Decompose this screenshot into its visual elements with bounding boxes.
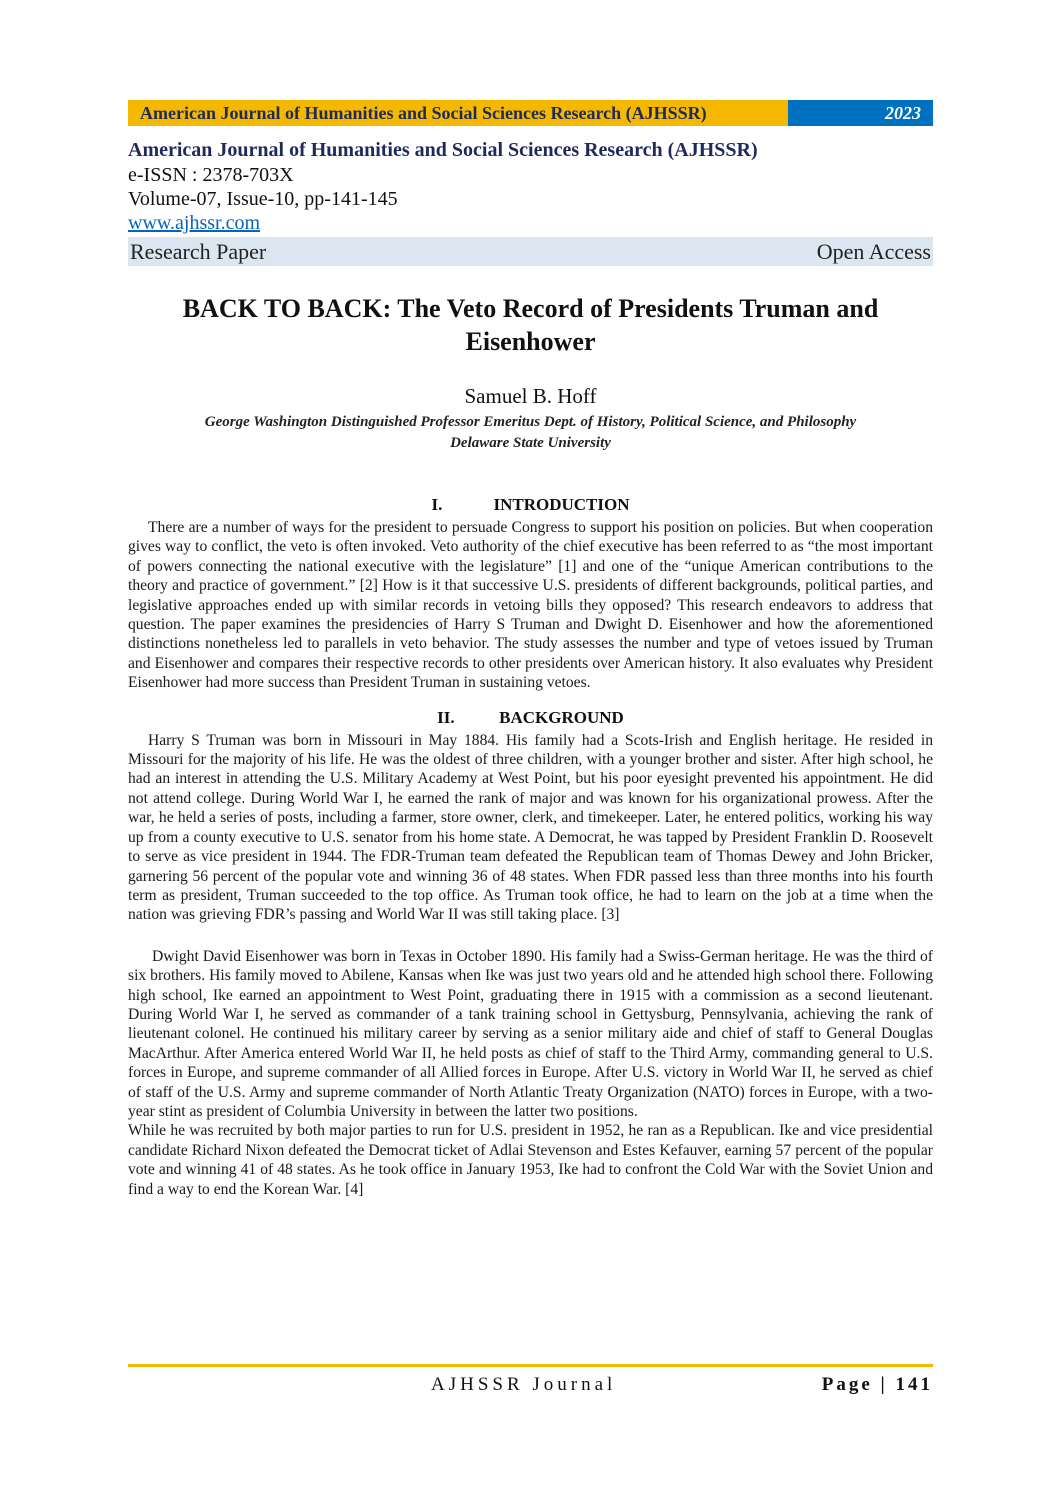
footer-journal: AJHSSR Journal [431,1374,617,1395]
volume-info: Volume-07, Issue-10, pp-141-145 [128,188,398,210]
section-number: I. [431,495,443,514]
running-header-journal: American Journal of Humanities and Social Sciences Research (AJHSSR) [128,100,788,126]
section-number: II. [437,707,455,727]
access-type: Open Access [816,239,931,264]
article-page [128,100,933,1199]
introduction-paragraph: There are a number of ways for the president to persuade Congress to support his position on policies. But when cooperation gives way to conflict, the veto is often invoked. Veto authority of the chief executive has been referred to as “the most important of powers connecting the national executive with the legislature” [1] and one of the “unique American contributions to the theory and practice of government.” [2] How is it that successive U.S. presidents of different backgrounds, political parties, and legislative approaches ended up with similar records in vetoing bills they opposed? This research endeavors to address that question. The paper examines the presidencies of Harry S Truman and Dwight D. Eisenhower and how the aforementioned distinctions nonetheless led to parallels in veto behavior. The study assesses the number and type of vetoes issued by Truman and Eisenhower and compares their respective records to other presidents over American history. It also evaluates why President Eisenhower had more success than President Truman in sustaining vetoes. [128,519,933,692]
page-number: Page | 141 [821,1374,933,1395]
background-paragraph-election: While he was recruited by both major parties to run for U.S. president in 1952, he ran as a Republican. Ike and vice presidential candidate Richard Nixon defeated the Democrat ticket of Adlai Stevenson and Estes Kefauver, earning 57 percent of the popular vote and winning 41 of 48 states. As he took office in January 1953, Ike had to confront the Cold War with the Soviet Union and find a way to end the Korean War. [4] [128,1122,933,1198]
issn: e-ISSN : 2378-703X [128,164,294,186]
journal-name: American Journal of Humanities and Social Sciences Research (AJHSSR) [128,139,758,161]
paper-type-bar [128,237,933,266]
running-header-year: 2023 [788,100,933,126]
section-heading-introduction [128,494,933,516]
background-paragraph-eisenhower: Dwight David Eisenhower was born in Texas in October 1890. His family had a Swiss-German heritage. He was the third of six brothers. His family moved to Abilene, Kansas when Ike was just two years old and he attended high school there. Following high school, Ike earned an appointment to West Point, graduating there in 1915 with a commission as a second lieutenant. During World War I, he served as commander of a tank training school in Gettysburg, Pennsylvania, achieving the rank of lieutenant colonel. He continued his military career by serving as a senior military aide and chief of staff to General Douglas MacArthur. After America entered World War II, he held posts as chief of staff to the Third Army, commanding general to U.S. forces in Europe, and supreme commander of all Allied forces in Europe. After U.S. victory in World War II, he served as chief of staff of the U.S. Army and supreme commander of North Atlantic Treaty Organization (NATO) forces in Europe, with a two-year stint as president of Columbia University in between the latter two positions. [128,947,933,1120]
article-title: BACK TO BACK: The Veto Record of Presidents Truman and Eisenhower [182,294,879,356]
section-title: INTRODUCTION [493,495,630,514]
section-title: BACKGROUND [499,707,624,727]
section-heading-background [128,707,933,729]
running-header [128,100,933,126]
author-affiliation: George Washington Distinguished Professor Emeritus Dept. of History, Political Science, and Philosophy [204,414,857,430]
page-footer [128,1373,933,1397]
journal-website-link[interactable]: www.ajhssr.com [128,212,261,234]
footer-divider [128,1364,933,1367]
author-name: Samuel B. Hoff [464,384,597,408]
paper-type: Research Paper [130,239,267,264]
author-institution: Delaware State University [450,435,611,451]
background-paragraph-truman: Harry S Truman was born in Missouri in May 1884. His family had a Scots-Irish and English heritage. He resided in Missouri for the majority of his life. He was the oldest of three children, with a younger brother and sister. After high school, he had an interest in attending the U.S. Military Academy at West Point, but his poor eyesight prevented his appointment. He did not attend college. During World War I, he earned the rank of major and was known for his organizational prowess. After the war, he held a series of posts, including a farmer, store owner, clerk, and timekeeper. Later, he entered politics, working his way up from a county executive to U.S. senator from his home state. A Democrat, he was tapped by President Franklin D. Roosevelt to serve as vice president in 1944. The FDR-Truman team defeated the Republican team of Thomas Dewey and John Bricker, garnering 56 percent of the popular vote and winning 36 of 48 states. When FDR passed less than three months into his fourth term as president, Truman succeeded to the top office. As Truman took office, he had to learn on the job at a time when the nation was grieving FDR’s passing and World War II was still taking place. [3] [128,731,933,924]
